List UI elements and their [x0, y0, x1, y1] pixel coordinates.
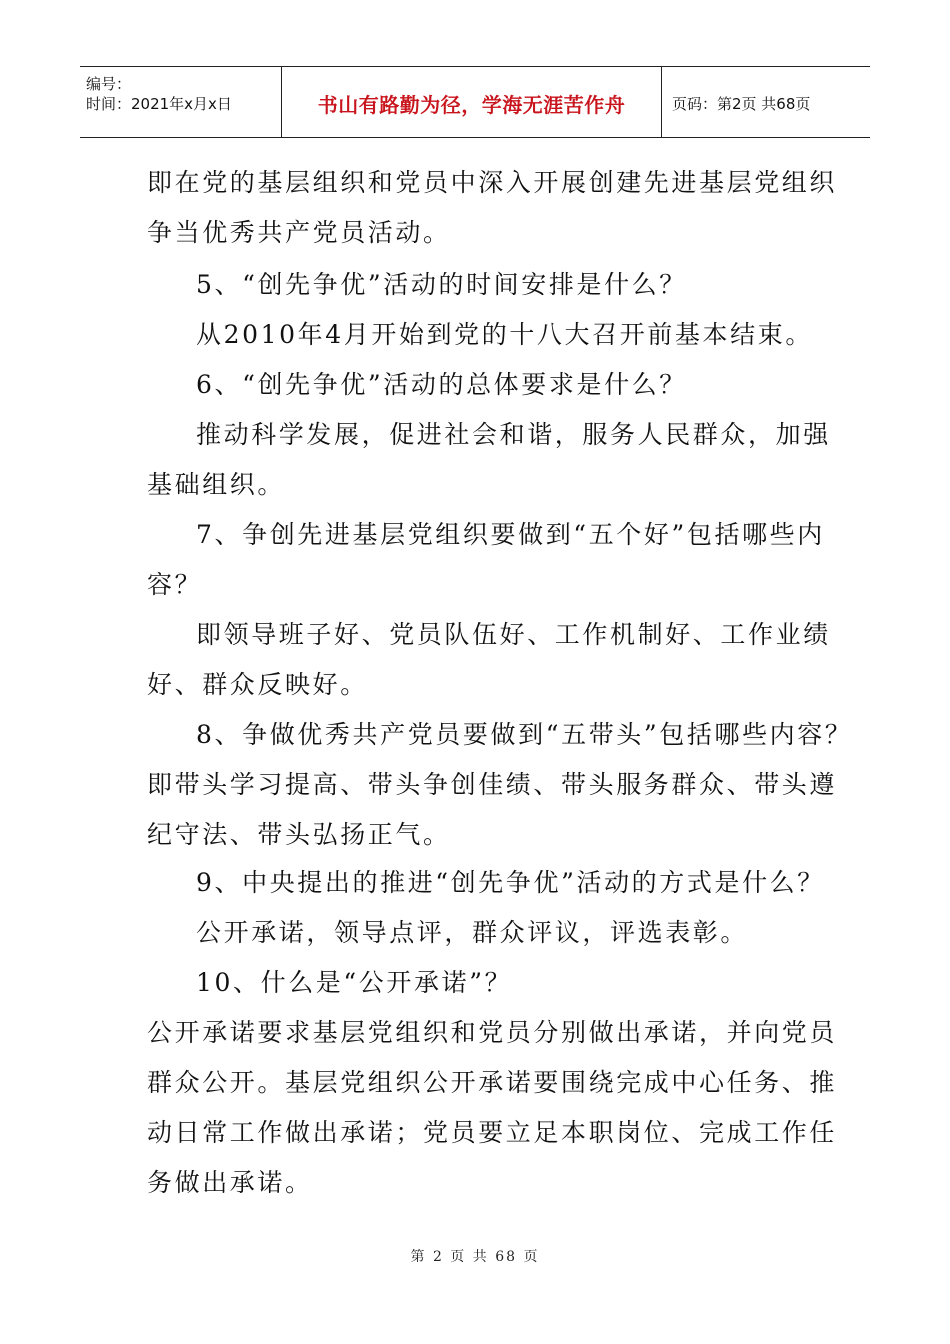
body-line: 动日常工作做出承诺；党员要立足本职岗位、完成工作任	[147, 1118, 838, 1147]
body-line: 8、争做优秀共产党员要做到“五带头”包括哪些内容？	[196, 720, 853, 749]
body-line: 争当优秀共产党员活动。	[147, 218, 451, 247]
body-line: 纪守法、带头弘扬正气。	[147, 820, 451, 849]
body-line: 6、“创先争优”活动的总体要求是什么？	[196, 370, 687, 399]
body-line: 10、什么是“公开承诺”？	[196, 968, 513, 997]
body-line: 公开承诺，领导点评，群众评议，评选表彰。	[196, 918, 749, 947]
header-page-cell	[662, 67, 870, 137]
body-line: 即在党的基层组织和党员中深入开展创建先进基层党组织	[147, 168, 838, 197]
body-line: 5、“创先争优”活动的时间安排是什么？	[196, 270, 687, 299]
page-footer: 第 2 页 共 68 页	[410, 1249, 540, 1265]
document-number-label: 编号：	[86, 75, 132, 93]
header-motto: 书山有路勤为径，学海无涯苦作舟	[317, 93, 626, 117]
header-meta-cell	[80, 67, 282, 137]
body-line: 从2010年4月开始到党的十八大召开前基本结束。	[196, 320, 813, 349]
body-line: 基础组织。	[147, 470, 286, 499]
body-line: 容？	[147, 570, 203, 599]
body-line: 公开承诺要求基层党组织和党员分别做出承诺，并向党员	[147, 1018, 838, 1047]
body-line: 9、中央提出的推进“创先争优”活动的方式是什么？	[196, 868, 825, 897]
header-page-info: 页码：第2页 共68页	[672, 95, 811, 113]
header-motto-cell	[282, 67, 662, 137]
body-line: 好、群众反映好。	[147, 670, 368, 699]
body-line: 务做出承诺。	[147, 1168, 313, 1197]
body-line: 群众公开。基层党组织公开承诺要围绕完成中心任务、推	[147, 1068, 838, 1097]
body-line: 推动科学发展，促进社会和谐，服务人民群众，加强	[196, 420, 831, 449]
body-line: 7、争创先进基层党组织要做到“五个好”包括哪些内	[196, 520, 825, 549]
body-line: 即领导班子好、党员队伍好、工作机制好、工作业绩	[196, 620, 831, 649]
document-header	[80, 66, 870, 138]
body-line: 即带头学习提高、带头争创佳绩、带头服务群众、带头遵	[147, 770, 838, 799]
document-date-label: 时间：2021年x月x日	[86, 95, 232, 113]
